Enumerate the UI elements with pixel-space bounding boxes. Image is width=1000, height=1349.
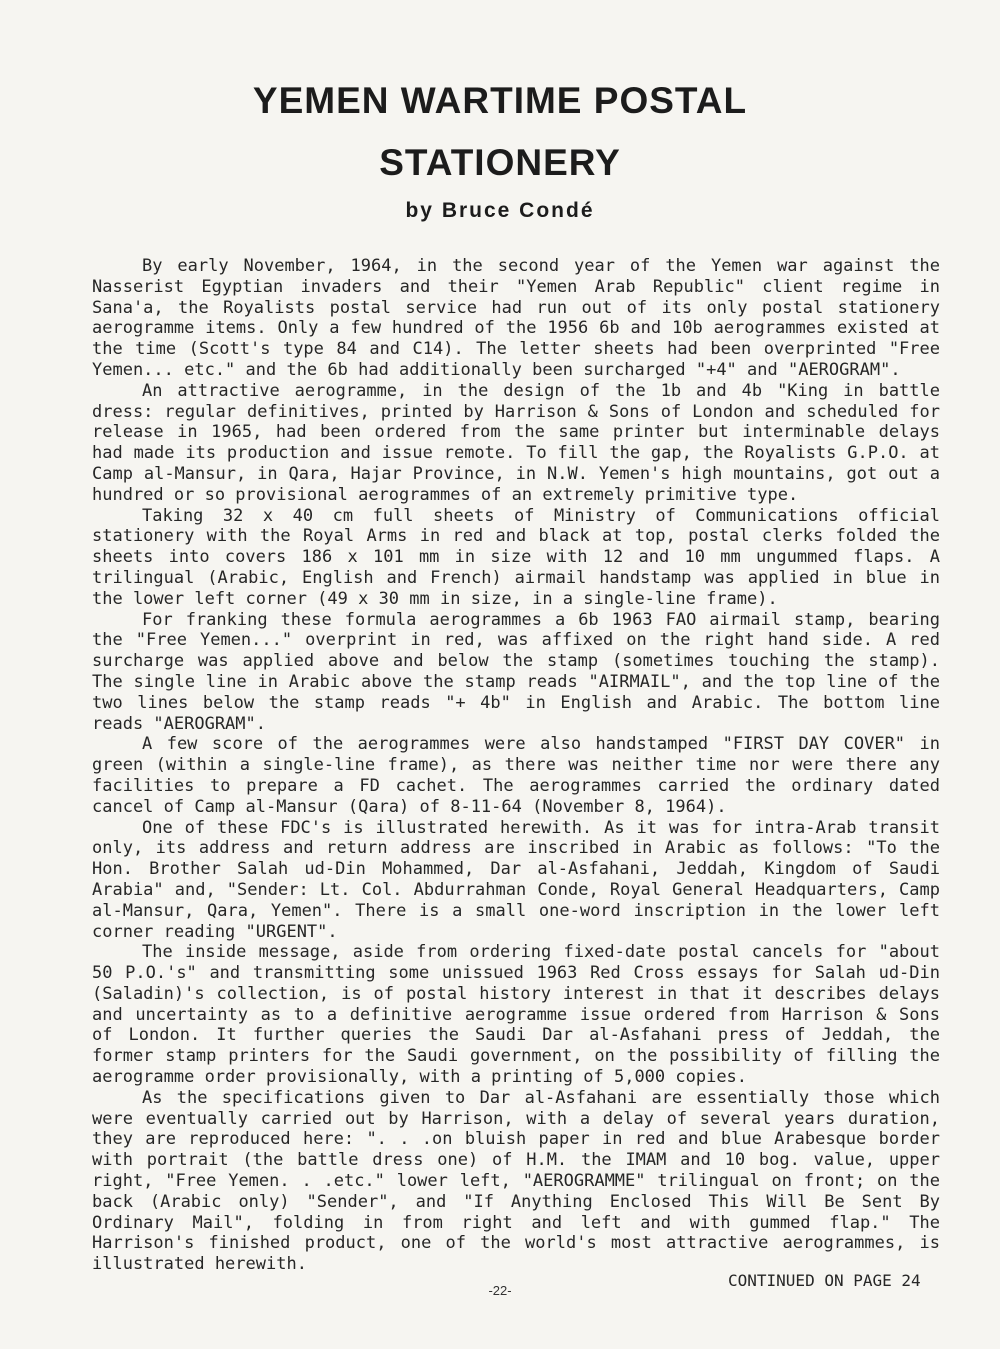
paragraph: By early November, 1964, in the second year of the Yemen war against the Nasserist Egyptian invaders and their "Yemen Arab Republic" client regime in Sana'a, the Royalists postal service had run out of its only postal stationery aerogramme items. Only a few hundred of the 1956 6b and 10b aerogrammes existed at the time (Scott's type 84 and C14). The letter sheets had been overprinted "Free Yemen... etc." and the 6b had additionally been surcharged "+4" and "AEROGRAM".: [92, 256, 940, 380]
author-byline: by Bruce Condé: [405, 199, 595, 222]
article-body: [92, 256, 940, 1275]
paragraph: A few score of the aerogrammes were also handstamped "FIRST DAY COVER" in green (within a single-line frame), as there was neither time nor were there any facilities to prepare a FD cachet. The aerogrammes carried the ordinary dated cancel of Camp al-Mansur (Qara) of 8-11-64 (November 8, 1964).: [92, 734, 940, 817]
article-title-line-2: STATIONERY: [379, 142, 621, 183]
page-number: -22-: [488, 1283, 512, 1298]
paragraph: An attractive aerogramme, in the design of the 1b and 4b "King in battle dress: regular definitives, printed by Harrison & Sons of London and scheduled for release in 1965, had been ordered from the same printer but interminable delays had made its production and issue remote. To fill the gap, the Royalists G.P.O. at Camp al-Mansur, in Qara, Hajar Province, in N.W. Yemen's high mountains, got out a hundred or so provisional aerogrammes of an extremely primitive type.: [92, 380, 940, 505]
paragraph: The inside message, aside from ordering fixed-date postal cancels for "about 50 P.O.'s" and transmitting some unissued 1963 Red Cross essays for Salah ud-Din (Saladin)'s collection, is of postal history interest in that it describes delays and uncertainty as to a definitive aerogramme issue ordered from Harrison & Sons of London. It further queries the Saudi Dar al-Asfahani press of Jeddah, the former stamp printers for the Saudi government, on the possibility of filling the aerogramme order provisionally, with a printing of 5,000 copies.: [92, 942, 940, 1088]
paragraph: One of these FDC's is illustrated herewith. As it was for intra-Arab transit only, its address and return address are inscribed in Arabic as follows: "To the Hon. Brother Salah ud-Din Mohammed, Dar al-Asfahani, Jeddah, Kingdom of Saudi Arabia" and, "Sender: Lt. Col. Abdurrahman Conde, Royal General Headquarters, Camp al-Mansur, Qara, Yemen". There is a small one-word inscription in the lower left corner reading "URGENT".: [92, 817, 940, 942]
article-title-line-1: YEMEN WARTIME POSTAL: [252, 80, 748, 121]
paragraph: Taking 32 x 40 cm full sheets of Ministry of Communications official stationery with the Royal Arms in red and black at top, postal clerks folded the sheets into covers 186 x 101 mm in size with 12 and 10 mm ungummed flaps. A trilingual (Arabic, English and French) airmail handstamp was applied in blue in the lower left corner (49 x 30 mm in size, in a single-line frame).: [92, 505, 940, 609]
paragraph: For franking these formula aerogrammes a 6b 1963 FAO airmail stamp, bearing the "Free Yemen..." overprint in red, was affixed on the right hand side. A red surcharge was applied above and below the stamp (sometimes touching the stamp). The single line in Arabic above the stamp reads "AIRMAIL", and the top line of the two lines below the stamp reads "+ 4b" in English and Arabic. The bottom line reads "AEROGRAM".: [92, 609, 940, 734]
paragraph: As the specifications given to Dar al-Asfahani are essentially those which were eventually carried out by Harrison, with a delay of several years duration, they are reproduced here: ". . .on bluish paper in red and blue Arabesque border with portrait (the battle dress one) of H.M. the IMAM and 10 bog. value, upper right, "Free Yemen. . .etc." lower left, "AEROGRAMME" trilingual on front; on the back (Arabic only) "Sender", and "If Anything Enclosed This Will Be Sent By Ordinary Mail", folding in from right and left and with gummed flap." The Harrison's finished product, one of the world's most attractive aerogrammes, is illustrated herewith.: [92, 1087, 940, 1275]
continued-note: CONTINUED ON PAGE 24: [728, 1271, 921, 1290]
